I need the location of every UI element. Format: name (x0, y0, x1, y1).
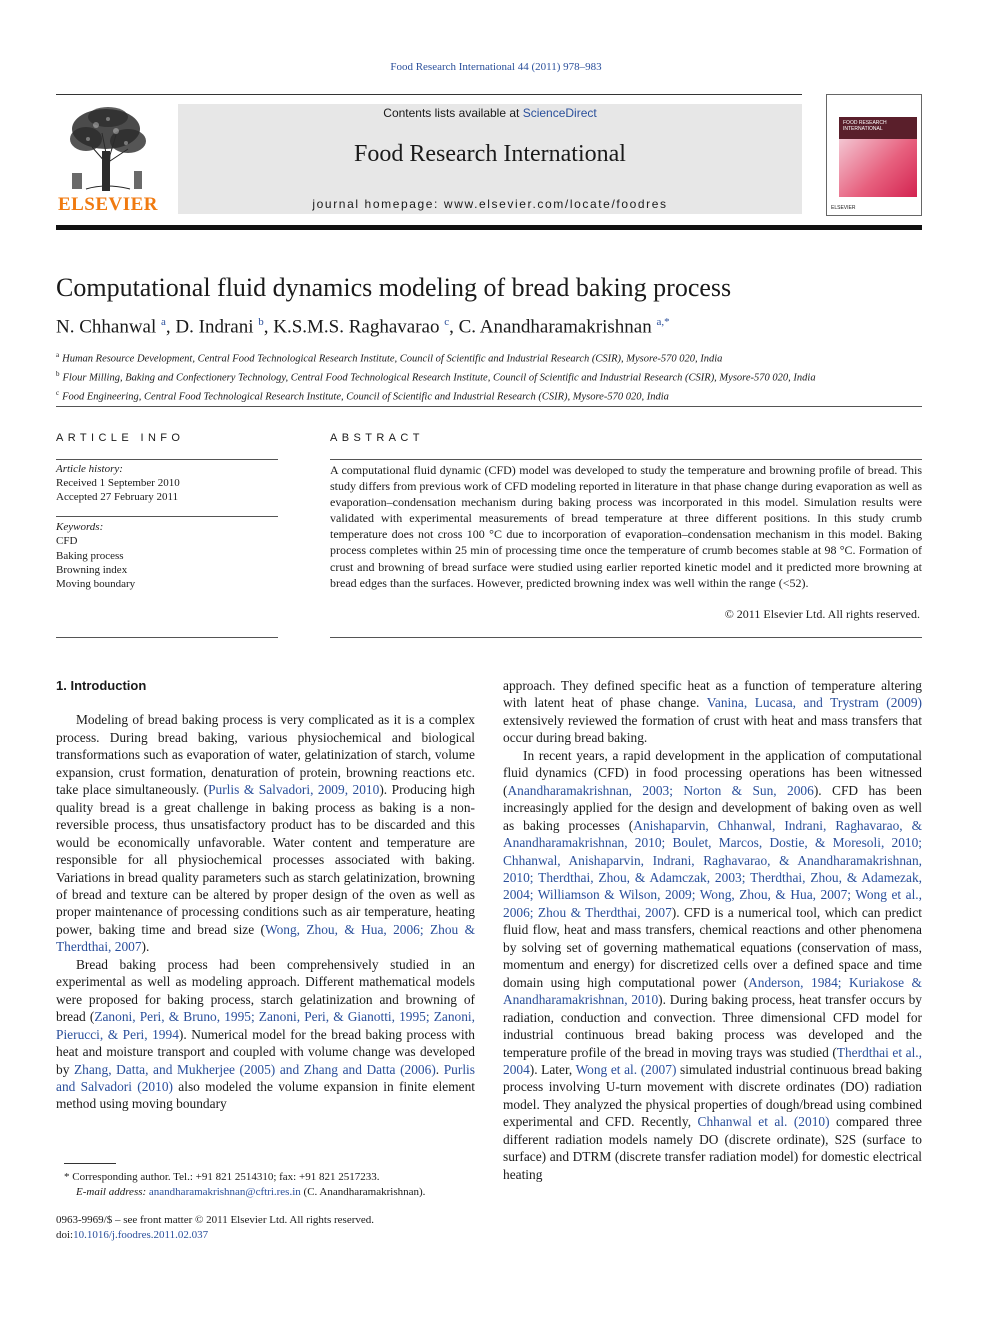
citation-link[interactable]: Zanoni, Peri, & Bruno, 1995; Zanoni, Peri, & Gianotti, 1995; Zanoni, Pierucci, & Peri, 1994 (56, 1009, 475, 1042)
paragraph-text: ). Later, (529, 1061, 576, 1077)
citation-link[interactable]: Anandharamakrishnan, 2003; Norton & Sun, 2006 (507, 782, 814, 798)
doi-link[interactable]: 10.1016/j.foodres.2011.02.037 (73, 1229, 209, 1241)
author-affil-link[interactable]: c (444, 316, 450, 328)
affiliation-rule (56, 406, 922, 407)
paragraph-text: compared three different radiation models namely DO (discrete ordinate), S2S (surface to surface) and DTRM (discrete transfer radiation model) for domestic electrical heating (503, 1114, 923, 1182)
author-name: N. Chhanwal (56, 316, 157, 338)
contents-prefix: Contents lists available at (383, 106, 523, 120)
journal-reference-link[interactable]: Food Research International 44 (2011) 978–983 (390, 61, 602, 73)
header-rule (56, 94, 802, 95)
paragraph-text: ). Producing high quality bread is a great challenge in baking process as baking is a non-reversible process, thus unsatisfactory product has to be discarded and this would be economically unfavorable. Water content and temperature are responsible for all physiochemical processes associated with baking. Variations in bread quality parameters such as starch gelatinization, browning of bread and texture can be altered by proper design of the oven as well as proper maintenance of processing conditions such as air temperature, heating power, baking time and bread size ( (56, 782, 475, 937)
issn-line: 0963-9969/$ – see front matter © 2011 Elsevier Ltd. All rights reserved. (56, 1214, 375, 1226)
accepted-date: Accepted 27 February 2011 (56, 491, 179, 503)
article-info-heading: ARTICLE INFO (56, 432, 185, 444)
citation-link[interactable]: Anishaparvin, Chhanwal, Indrani, Raghavarao, & Anandharamakrishnan, 2010; Boulet, Marcos, Dostie, & Moresoli, 2010; Chhanwal, Anishaparvin, Indrani, Raghavarao, & Anandharamakrishnan, 2010; Therdthai, Zhou, & Adamczak, 2003; Therdthai, Zhou, & Adamezak, 2004; Williamson & Wilson, 2009; Wong, Zhou, & Hua, 2007; Wong et al., 2006; Zhou & Therdthai, 2007 (503, 817, 923, 920)
abstract-copyright: © 2011 Elsevier Ltd. All rights reserved. (724, 607, 920, 621)
citation-link[interactable]: Therdthai et al., 2004 (503, 1044, 922, 1077)
affiliations (56, 348, 922, 405)
paragraph-text: ). Numerical model for the bread baking process with heat and moisture transport and coupled with volume change was developed by (56, 1026, 475, 1077)
citation-link[interactable]: Chhanwal et al. (2010) (697, 1114, 830, 1130)
citation-link[interactable]: and Zhang and Datta (2006) (279, 1061, 436, 1077)
email-link[interactable]: anandharamakrishnan@cftri.res.in (148, 1186, 301, 1198)
affiliation (56, 367, 922, 386)
paragraph-text: simulated industrial continuous bread baking process involving U-turn movement with discrete ordinates (DO) radiation model. They analyzed the physical properties of dough/bread using combined experimental and CFD. Recently, (503, 1061, 922, 1130)
elsevier-wordmark: ELSEVIER (57, 194, 159, 215)
body-column-right (503, 677, 922, 1183)
affiliation-label: b (56, 370, 60, 378)
affiliation-label: c (56, 389, 60, 397)
affiliation (56, 386, 922, 405)
sciencedirect-link[interactable]: ScienceDirect (522, 106, 597, 120)
journal-homepage[interactable]: journal homepage: www.elsevier.com/locate/foodres (312, 197, 668, 211)
affiliation-text: Human Resource Development, Central Food Technological Research Institute, Council of Scientific and Industrial Research (CSIR), Mysore-570 020, India (62, 353, 723, 365)
paragraph-text: ). During baking process, heat transfer occurs by radiation, conduction and convection. Three dimensional CFD model for industrial continuous bread baking process was developed and the temperature profile of the bread in moving trays was studied ( (503, 992, 922, 1060)
author-affil-link[interactable]: a (161, 316, 166, 328)
contents-line (178, 106, 802, 120)
keywords (56, 520, 278, 591)
email-suffix: (C. Anandharamakrishnan). (300, 1186, 426, 1198)
author-name: C. Anandharamakrishnan (458, 316, 652, 338)
info-rule (56, 459, 278, 460)
body-paragraph (503, 747, 922, 1183)
citation-link[interactable]: Anderson, 1984; Kuriakose & Anandharamakrishnan, 2010 (503, 974, 922, 1008)
author-name: K.S.M.S. Raghavarao (273, 316, 440, 338)
body-column-left (56, 677, 475, 1113)
abstract-text: A computational fluid dynamic (CFD) model was developed to study the temperature and browning profile of bread. This study differs from previous work of CFD modeling reported in literature in that phase change during evaporation as well as evaporation–condensation mechanism during baking process was incorporated in this model. Simulation results were validated with experimental measurements of bread temperature at three different positions. In this study crumb temperature does not cross 100 °C due to incorporation of evaporation–condensation mechanism in this model. Baking process completes within 25 min of processing time once the temperature of crumb becomes stable at 98 °C. Formation of crust and browning of bread surface were studied using earlier reported kinetic model and it predicted more browning at bread edges than the surfaces. However, predicted browning index was well within the range (<52). (330, 463, 922, 590)
affiliation-label: a (56, 351, 60, 359)
elsevier-logo[interactable] (56, 103, 160, 215)
issn-block (56, 1213, 475, 1243)
author-name: D. Indrani (175, 316, 254, 338)
journal-title: Food Research International (354, 141, 626, 167)
keyword: Browning index (56, 563, 128, 576)
affiliation (56, 348, 922, 367)
footnote-rule (64, 1163, 116, 1164)
paragraph-text: ). CFD has been increasingly applied for the design and development of baking oven as well as baking processes ( (503, 782, 922, 833)
abstract-heading: ABSTRACT (330, 432, 424, 444)
keyword: CFD (56, 535, 78, 548)
paragraph-text: In recent years, a rapid development in the application of computational fluid dynamics (CFD) in food processing operations has been witnessed ( (503, 747, 922, 798)
keyword: Moving boundary (56, 578, 136, 591)
paragraph-text: ). CFD is a numerical tool, which can predict fluid flow, heat and mass transfers, chemical reactions and other phenomena by solving set of governing mathematical equations (conservation of mass, momentum and energy) for discretized cells over a defined space and time domain using high computational power ( (503, 904, 923, 990)
author-list: N. Chhanwal $^a$, D. Indrani $^b$, K.S.M.S. Raghavarao $^c$, C. Anandharamakrishnan $^{a,*}$ (56, 316, 670, 338)
doi-line (56, 1228, 475, 1243)
paragraph-text: Modeling of bread baking process is very complicated as it is a complex process. During bread baking, various physiochemical and biological transformations such as evaporation of water, gelatinization of starch, volume expansion, crust formation, denaturation of protein, browning reactions etc. take place simultaneously. ( (56, 712, 475, 798)
elsevier-tree-icon (56, 103, 160, 195)
paragraph-text: ). (141, 939, 150, 955)
header-thick-rule (56, 225, 922, 230)
citation-link[interactable]: Wong, Zhou, & Hua, 2006; Zhou & Therdthai, 2007 (56, 921, 475, 955)
received-date: Received 1 September 2010 (56, 477, 180, 489)
paragraph-text: . (435, 1061, 444, 1077)
citation-link[interactable]: Purlis and Salvadori (2010) (56, 1061, 475, 1094)
footnotes (56, 1170, 475, 1200)
corresponding-author-note: * Corresponding author. Tel.: +91 821 2514310; fax: +91 821 2517233. (64, 1171, 380, 1183)
citation-link[interactable]: Purlis & Salvadori, 2009, 2010 (208, 782, 380, 798)
article-title: Computational fluid dynamics modeling of bread baking process (56, 273, 732, 302)
author-affil-link[interactable]: b (258, 316, 264, 328)
paragraph-text: approach. They defined specific heat as a function of temperature altering with latent heat of phase change. (503, 678, 922, 711)
keywords-label: Keywords: (56, 521, 104, 533)
body-paragraph (56, 956, 475, 1113)
body-paragraph (503, 677, 922, 747)
history-label: Article history: (56, 463, 123, 475)
author-affil-link[interactable]: a,* (656, 316, 670, 328)
info-rule (56, 637, 278, 638)
keyword: Baking process (56, 549, 124, 562)
citation-link[interactable]: Zhang, Datta, and Mukherjee (2005) (73, 1061, 276, 1077)
body-paragraph (56, 711, 475, 955)
doi-prefix: doi: (56, 1229, 74, 1241)
email-label: E-mail address: (76, 1186, 149, 1198)
cover-title: FOOD RESEARCH INTERNATIONAL (843, 120, 887, 132)
abstract-rule (330, 637, 922, 638)
paragraph-text: also modeled the volume expansion in finite element method using moving boundary (56, 1078, 475, 1112)
cover-art (839, 139, 917, 197)
paragraph-text: Bread baking process had been comprehensively studied in an experimental as well as modeling approach. Different mathematical models were proposed for baking process, starch gelatinization and browning of bread ( (56, 956, 475, 1025)
affiliation-text: Flour Milling, Baking and Confectionery Technology, Central Food Technological Research Institute, Council of Scientific and Industrial Research (CSIR), Mysore-570 020, India (62, 372, 816, 384)
citation-link[interactable]: Wong et al. (2007) (575, 1061, 677, 1077)
affiliation-text: Food Engineering, Central Food Technological Research Institute, Council of Scientific and Industrial Research (CSIR), Mysore-570 020, India (62, 391, 669, 403)
journal-cover-thumbnail[interactable] (826, 94, 922, 216)
email-note (56, 1185, 475, 1200)
abstract-rule (330, 459, 922, 460)
citation-link[interactable]: Vanina, Lucasa, and Trystram (2009) (706, 695, 922, 711)
section-heading: 1. Introduction (56, 678, 147, 693)
info-rule (56, 516, 278, 517)
cover-publisher: ELSEVIER (831, 205, 856, 211)
article-history (56, 462, 278, 504)
paragraph-text: extensively reviewed the formation of crust with heat and mass transfers that occur during bread baking. (503, 712, 922, 746)
